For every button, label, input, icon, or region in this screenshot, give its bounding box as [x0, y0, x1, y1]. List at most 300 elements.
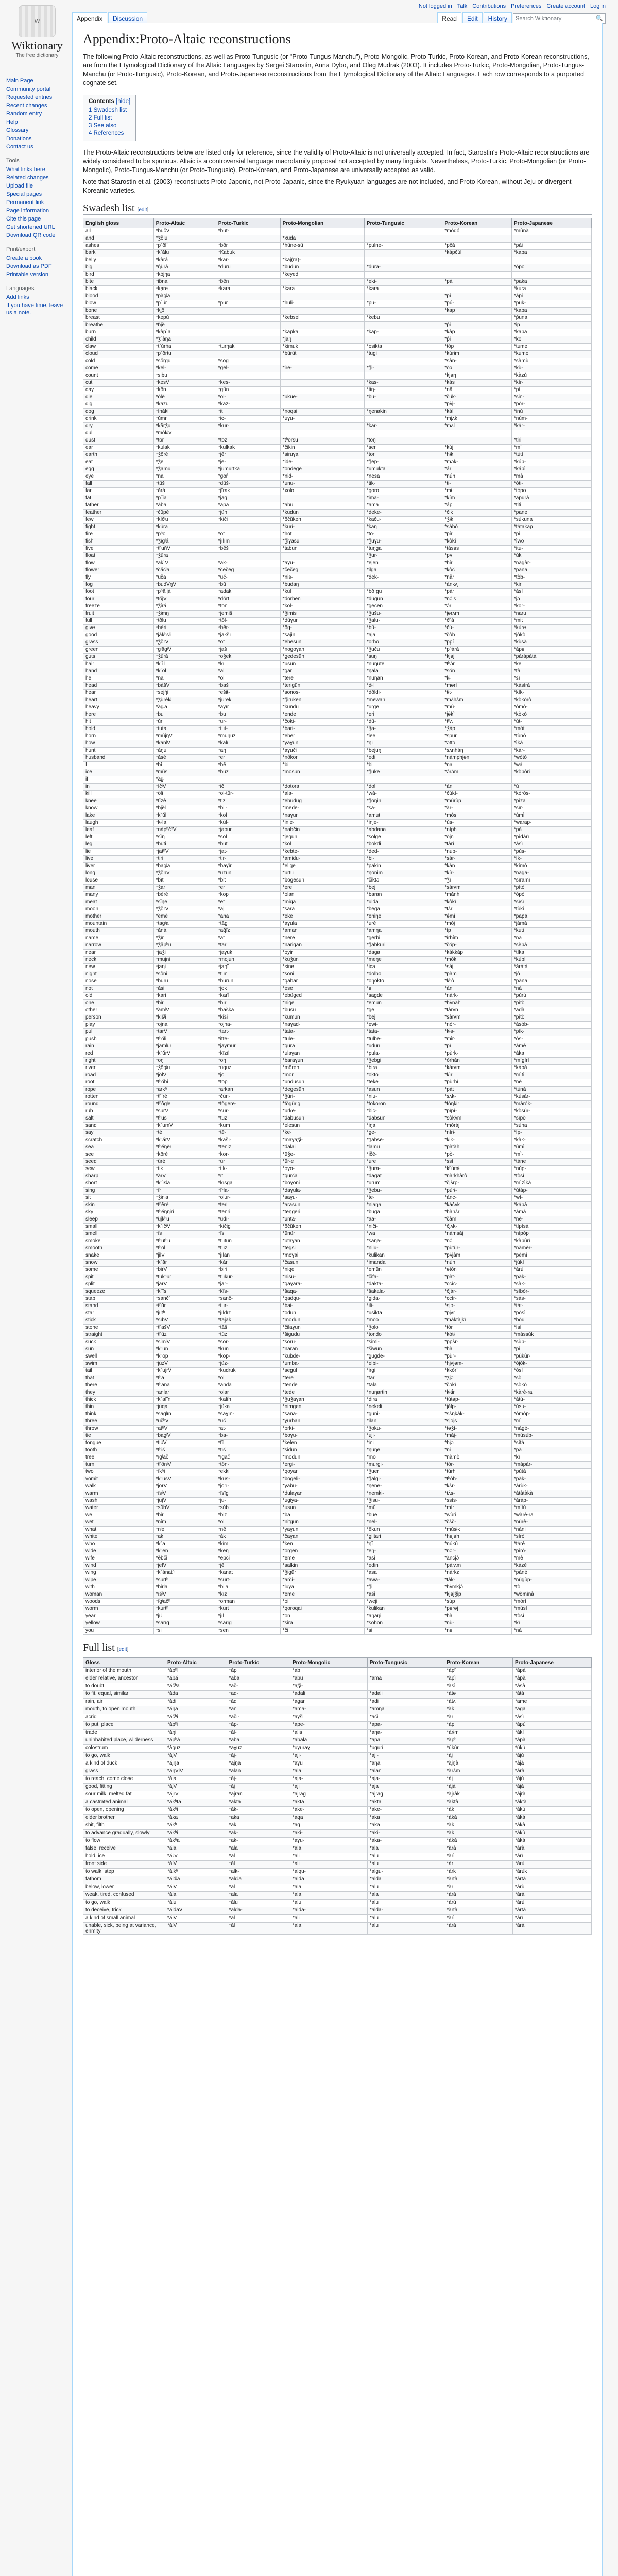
table-cell: *ebüged [280, 993, 364, 1000]
swadesh-edit-link[interactable]: edit [139, 207, 147, 213]
table-cell: *karï [216, 993, 280, 1000]
table-cell: *apurà [511, 495, 591, 502]
table-cell: *āldʲa [227, 1876, 290, 1884]
sidebar-print-link[interactable]: Create a book [6, 255, 42, 261]
table-cell: *pür [216, 300, 280, 308]
table-cell: *aɣula [280, 921, 364, 928]
column-header: Proto-Korean [442, 218, 512, 228]
table-cell: *ǯušu- [364, 611, 442, 618]
table-cell: *k`ălu [153, 250, 216, 257]
table-row [83, 394, 592, 401]
table-cell: *àmè [511, 1043, 591, 1050]
table-cell: *köl- [280, 603, 364, 611]
table-cell: one [83, 1000, 154, 1007]
table-cell: *biz [216, 1512, 280, 1519]
table-cell: lake [83, 812, 154, 820]
table-cell: *nù- [442, 1620, 512, 1628]
sidebar-link[interactable]: Requested entries [6, 94, 53, 100]
table-cell: *sùna [511, 1123, 591, 1130]
table-cell: *mà [511, 473, 591, 481]
table-cell: *nùgùp- [511, 1577, 591, 1584]
table-cell: swim [83, 1361, 154, 1368]
table-cell: *tiz [216, 798, 280, 805]
table-cell: *mùrùp [442, 798, 512, 805]
table-cell: *alda- [290, 1907, 367, 1915]
table-cell: *tiŋ- [364, 387, 442, 394]
table-cell: *àsòb- [511, 1022, 591, 1029]
table-cell: *mè [511, 1555, 591, 1563]
table-cell: *kebsel [280, 315, 364, 322]
table-cell: *kʰujrV [153, 1368, 216, 1375]
table-cell: *kkòrì [442, 1368, 512, 1375]
table-cell: *jakšï [216, 632, 280, 639]
table-cell: *but [216, 841, 280, 849]
table-cell: *ĕ̀bči [153, 1555, 216, 1563]
table-cell: *ǯigür [280, 1570, 364, 1577]
table-cell: *ic- [216, 416, 280, 423]
table-cell: *ǯuču [364, 647, 442, 654]
table-cell: *pí [442, 293, 512, 300]
table-cell [364, 358, 442, 365]
table-cell: *ire- [280, 365, 364, 372]
table-cell: *aji- [367, 1753, 444, 1760]
table-cell: four [83, 596, 154, 603]
table-cell: give [83, 625, 154, 632]
table-cell [442, 286, 512, 293]
logo-wordmark: Wiktionary [11, 39, 63, 52]
table-cell: *nogoɣan [280, 647, 364, 654]
sidebar-tool-link[interactable]: What links here [6, 166, 45, 173]
table-cell: *kàčʌ̀k [442, 1202, 512, 1209]
table-row [83, 798, 592, 805]
table-cell: *sagʲïn [153, 1411, 216, 1418]
table-cell: lie [83, 849, 154, 856]
table-cell: *mòràj [442, 1123, 512, 1130]
search-icon[interactable]: 🔍 [596, 15, 603, 22]
table-cell: *teri [216, 1202, 280, 1209]
table-cell [364, 250, 442, 257]
personal-link[interactable]: Contributions [472, 3, 506, 9]
table-cell: *ere [280, 885, 364, 892]
table-cell: *ìsì [511, 1325, 591, 1332]
table-cell: to doubt [83, 1683, 165, 1691]
table-cell: *āk- [227, 1830, 290, 1838]
table-cell: *ajrag [367, 1791, 444, 1799]
table-cell: tie [83, 1433, 154, 1440]
table-cell: *kòč [442, 567, 512, 574]
table-cell: *dura- [364, 264, 442, 272]
table-cell: *jïlan [216, 1252, 280, 1260]
table-cell: *bū [216, 582, 280, 589]
table-cell: *ïkʰi [153, 1469, 216, 1476]
table-row [83, 690, 592, 697]
table-cell: *üküe- [280, 394, 364, 401]
table-cell: *nàni [511, 1527, 591, 1534]
table-cell: *āk [227, 1822, 290, 1830]
table-cell: *uji- [364, 1433, 442, 1440]
table-cell: *màktàjkì [442, 1317, 512, 1325]
table-cell: *sòkò [511, 1382, 591, 1389]
table-cell: *āl [227, 1853, 290, 1861]
table-cell [216, 776, 280, 784]
table-cell: *sìrò [511, 1534, 591, 1541]
sidebar-link[interactable]: Random entry [6, 111, 42, 117]
table-cell: stone [83, 1325, 154, 1332]
table-cell: *ùk [511, 553, 591, 560]
table-cell: *aŋ [216, 748, 280, 755]
table-cell: *sàj [442, 964, 512, 971]
table-cell: scratch [83, 1137, 154, 1144]
table-cell: *ìčʲV [153, 784, 216, 791]
personal-link[interactable]: Preferences [511, 3, 542, 9]
sidebar-link[interactable]: Help [6, 119, 18, 125]
table-row [83, 1332, 592, 1339]
table-cell: interior of the mouth [83, 1668, 165, 1675]
table-row [83, 1224, 592, 1231]
table-cell: *et [216, 899, 280, 906]
sidebar-tool-link[interactable]: Cite this page [6, 216, 41, 222]
table-cell: throw [83, 1426, 154, 1433]
table-cell: *aka [227, 1815, 290, 1822]
table-cell: good, fitting [83, 1784, 165, 1791]
table-cell: I [83, 762, 154, 769]
table-row [83, 1361, 592, 1368]
table-row [83, 272, 592, 279]
table-cell: *kʰărV [153, 1137, 216, 1144]
table-cell: *pàna [511, 978, 591, 986]
table-cell: *ɓẽn [216, 279, 280, 286]
table-cell: *pùtà [511, 1469, 591, 1476]
table-cell: *olar [216, 1389, 280, 1397]
table-cell: *tē- [216, 1130, 280, 1137]
sidebar-tool-link[interactable]: Download QR code [6, 232, 56, 239]
toc-hide-toggle[interactable]: [hide] [116, 98, 131, 105]
table-cell: *buru [153, 978, 216, 986]
table-cell: *p`ŏrtu [153, 351, 216, 358]
sidebar-tool-link[interactable]: Page information [6, 208, 49, 214]
table-cell: *ad- [227, 1691, 290, 1699]
table-cell: name [83, 935, 154, 942]
table-cell: *kʰen [153, 1548, 216, 1555]
table-cell: *kìčʲu [153, 517, 216, 524]
table-cell: *jïlïm [216, 538, 280, 546]
table-cell: *àrà [512, 1892, 591, 1900]
table-cell: *giltari [364, 1534, 442, 1541]
table-cell: *àkà [512, 1822, 591, 1830]
table-cell: *ŋuŋe [364, 1447, 442, 1454]
table-cell: *ǯìgʲá [153, 538, 216, 546]
table-cell: *itu- [511, 546, 591, 553]
table-cell: *pàt- [442, 1274, 512, 1281]
table-cell: *jōl [216, 1072, 280, 1079]
table-cell: *nemki- [364, 1490, 442, 1498]
table-cell: *àrtà [444, 1907, 513, 1915]
column-header: Proto-Altaic [153, 218, 216, 228]
table-cell: *ápi [442, 502, 512, 510]
toc-item[interactable]: 3 See also [89, 123, 117, 129]
tab-edit[interactable]: Edit [462, 12, 483, 24]
table-cell: smooth [83, 1245, 154, 1252]
table-cell: *mòs [442, 812, 512, 820]
table-row [83, 1050, 592, 1058]
sidebar-print-link[interactable]: Download as PDF [6, 263, 52, 269]
table-cell: a kind of small animal [83, 1915, 165, 1923]
tab-appendix[interactable]: Appendix [72, 12, 107, 24]
table-cell: *sùkuna [511, 517, 591, 524]
toc-item[interactable]: 2 Full list [89, 115, 112, 121]
table-cell: *jegün [280, 834, 364, 841]
table-cell [280, 279, 364, 286]
table-cell: and [83, 235, 154, 243]
sidebar-print-link[interactable]: Printable version [6, 272, 48, 278]
table-cell: *ake- [367, 1807, 444, 1815]
table-row [83, 1799, 592, 1807]
table-cell: *ṕuna [511, 315, 591, 322]
table-cell: *ge- [364, 1130, 442, 1137]
table-cell: *kiši [216, 1014, 280, 1022]
table-cell: *sagde [364, 993, 442, 1000]
sidebar-tool-link[interactable]: Special pages [6, 191, 42, 197]
table-row [83, 942, 592, 950]
table-cell: *qabar [280, 978, 364, 986]
table-cell: *müŋüz [216, 733, 280, 740]
table-cell: *sàs- [511, 1296, 591, 1303]
table-cell: *tĭzè [153, 798, 216, 805]
table-cell: louse [83, 877, 154, 885]
column-header: Proto-Mongolic [290, 1658, 367, 1668]
table-cell: *arči- [280, 1577, 364, 1584]
table-cell: *ide- [280, 459, 364, 466]
table-row [83, 1620, 592, 1628]
table-cell: water [83, 1505, 154, 1512]
sidebar-link[interactable]: Glossary [6, 127, 29, 133]
table-cell: a kind of duck [83, 1760, 165, 1768]
table-cell: *jok [216, 986, 280, 993]
sidebar-print [6, 255, 68, 278]
table-cell: *ʒabse- [364, 1137, 442, 1144]
search-input[interactable] [513, 13, 606, 24]
table-cell: *wà [511, 762, 591, 769]
personal-link[interactable]: Log in [590, 3, 606, 9]
table-cell: *tàne [511, 1159, 591, 1166]
table-cell: *ö̀lɨ [153, 791, 216, 798]
table-cell: *màpàr- [511, 1462, 591, 1469]
table-cell [364, 272, 442, 279]
table-cell: *màj- [442, 1433, 512, 1440]
table-cell [280, 401, 364, 409]
table-cell: here [83, 711, 154, 719]
sidebar-tool-link[interactable]: Permanent link [6, 199, 44, 206]
personal-link[interactable]: Talk [457, 3, 468, 9]
table-cell: *tʰašV [153, 1325, 216, 1332]
table-cell: *kʰalïn [153, 1397, 216, 1404]
table-cell: *ǯisu- [364, 1498, 442, 1505]
table-row [83, 560, 592, 567]
sidebar-tool-link[interactable]: Upload file [6, 183, 33, 189]
table-cell: *pà [511, 1447, 591, 1454]
table-row [83, 805, 592, 812]
table-cell [280, 358, 364, 365]
sidebar-link[interactable]: Main Page [6, 78, 33, 84]
table-cell: new [83, 964, 154, 971]
table-cell: *kum [216, 1123, 280, 1130]
table-cell: white [83, 1534, 154, 1541]
personal-link[interactable]: Not logged in [418, 3, 452, 9]
full-list-edit-link[interactable]: edit [118, 1647, 127, 1652]
table-cell: *àpà [512, 1675, 591, 1683]
table-row [83, 1123, 592, 1130]
table-cell: *bagʲa [153, 863, 216, 870]
table-cell: *čifa- [364, 1274, 442, 1281]
table-cell: *àrà [444, 1923, 513, 1935]
table-cell: *hjə̀ [442, 1440, 512, 1447]
table-cell: *kʰumV [153, 1123, 216, 1130]
table-cell: *ǯuer [364, 1469, 442, 1476]
table-cell [216, 329, 280, 336]
tab-history[interactable]: History [484, 12, 512, 24]
sidebar-note-link[interactable]: If you have time, leave us a note. [6, 302, 63, 316]
table-cell: *tor [364, 452, 442, 459]
table-cell: *siruɣa [280, 452, 364, 459]
table-cell: *amut [364, 812, 442, 820]
table-cell: swell [83, 1353, 154, 1361]
table-cell: *ïgʲačʰ [153, 1599, 216, 1606]
table-cell: *aɣu- [290, 1838, 367, 1845]
table-cell: *ssìs- [442, 1498, 512, 1505]
table-cell: *kel- [153, 365, 216, 372]
personal-link[interactable]: Create account [546, 3, 586, 9]
table-cell: five [83, 546, 154, 553]
table-cell: *kaj(ra)- [280, 257, 364, 264]
table-row [83, 300, 592, 308]
table-cell: *kʰïs [153, 1289, 216, 1296]
table-row [83, 1216, 592, 1224]
table-cell [364, 235, 442, 243]
table-cell: round [83, 1101, 154, 1108]
table-cell: *mū [364, 1505, 442, 1512]
table-row [83, 755, 592, 762]
table-cell: *jemiš [216, 611, 280, 618]
table-cell: *sara [280, 906, 364, 913]
table-cell: *ǯɨ̀nʲa [153, 1195, 216, 1202]
table-cell: *ăbă [165, 1675, 227, 1683]
table-cell: *äl [216, 668, 280, 675]
table-cell: *aŋa- [367, 1730, 444, 1737]
table-cell: *àrù [512, 1861, 591, 1869]
table-cell: *ùmì [511, 1144, 591, 1151]
table-cell: *mìzìkà [511, 1180, 591, 1188]
table-cell [280, 553, 364, 560]
tab-discussion[interactable]: Discussion [108, 12, 147, 24]
table-row [83, 978, 592, 986]
table-cell: *čʰá [442, 618, 512, 625]
table-cell: blow [83, 300, 154, 308]
table-cell: *kus- [216, 1476, 280, 1483]
table-cell: hair [83, 661, 154, 668]
table-cell: tooth [83, 1447, 154, 1454]
toc-item[interactable]: 1 Swadesh list [89, 107, 127, 113]
table-cell: *naga- [511, 870, 591, 877]
table-cell: *mojun [216, 957, 280, 964]
table-cell: *ĕmè [153, 913, 216, 921]
table-row [83, 531, 592, 538]
table-cell: play [83, 1022, 154, 1029]
table-cell: *nàrk- [442, 993, 512, 1000]
table-cell: *kím [442, 495, 512, 502]
table-cell: moon [83, 906, 154, 913]
table-cell: *pòr- [511, 401, 591, 409]
sidebar-print-heading: Print/export [6, 246, 36, 252]
tab-read[interactable]: Read [437, 12, 461, 24]
sidebar-link[interactable]: Contact us [6, 144, 33, 150]
table-cell: *okto [364, 1072, 442, 1079]
table-cell: *kümün [280, 1014, 364, 1022]
table-cell: *šaqa- [280, 1289, 364, 1296]
sidebar-tool-link[interactable]: Get shortened URL [6, 224, 55, 230]
table-cell: *aja- [290, 1776, 367, 1784]
sidebar-link[interactable]: Donations [6, 135, 32, 142]
table-cell: *sìr- [511, 805, 591, 812]
site-logo[interactable] [6, 2, 68, 64]
table-cell [364, 228, 442, 235]
table-cell: *pʌ̀ [442, 553, 512, 560]
table-cell: *aja [367, 1784, 444, 1791]
table-cell: *toz [216, 437, 280, 445]
table-cell: *udï- [216, 1216, 280, 1224]
table-cell: *umukta [364, 466, 442, 473]
table-cell: *kumo [511, 351, 591, 358]
table-cell: *yaɣun [280, 1527, 364, 1534]
table-cell: *wā- [364, 791, 442, 798]
sidebar-link[interactable]: Recent changes [6, 103, 47, 109]
table-cell: rotten [83, 1094, 154, 1101]
table-cell: *pʰăljà [153, 589, 216, 596]
table-row [83, 683, 592, 690]
table-cell [216, 553, 280, 560]
toc-item[interactable]: 4 References [89, 130, 124, 137]
table-cell: *to- [364, 531, 442, 538]
table-cell: colostrum [83, 1745, 165, 1753]
table-cell: *kaču- [364, 517, 442, 524]
table-cell [280, 293, 364, 300]
table-cell: *àr [444, 1714, 513, 1722]
table-cell: *ǯǔ̀ra [153, 553, 216, 560]
sidebar-tool-link[interactable]: Related changes [6, 175, 49, 181]
table-cell: *ə̀rə̀m [442, 769, 512, 776]
table-cell: *ŭmr [153, 416, 216, 423]
table-cell: *ŋenakin [364, 409, 442, 416]
add-links-link[interactable]: Add links [6, 294, 29, 300]
table-cell: *mede- [280, 805, 364, 812]
table-cell [364, 322, 442, 329]
table-cell: *ïs [216, 1231, 280, 1238]
table-cell: *ăpʰá [165, 1737, 227, 1745]
table-cell: they [83, 1389, 154, 1397]
table-cell: *jaɣmur [216, 1043, 280, 1050]
sidebar-link[interactable]: Community portal [6, 86, 51, 92]
table-row [83, 1745, 592, 1753]
table-cell: *daɣula- [280, 1188, 364, 1195]
table-cell: *nige [280, 1000, 364, 1007]
table-cell: *àsì [512, 1714, 591, 1722]
table-cell: *kepú [153, 315, 216, 322]
table-cell: *àpʰ [444, 1668, 513, 1675]
table-row [83, 1101, 592, 1108]
table-cell: *simi- [364, 1339, 442, 1346]
table-row [83, 574, 592, 582]
table-cell: to go, walk [83, 1753, 165, 1760]
table-cell: *eke [280, 913, 364, 921]
